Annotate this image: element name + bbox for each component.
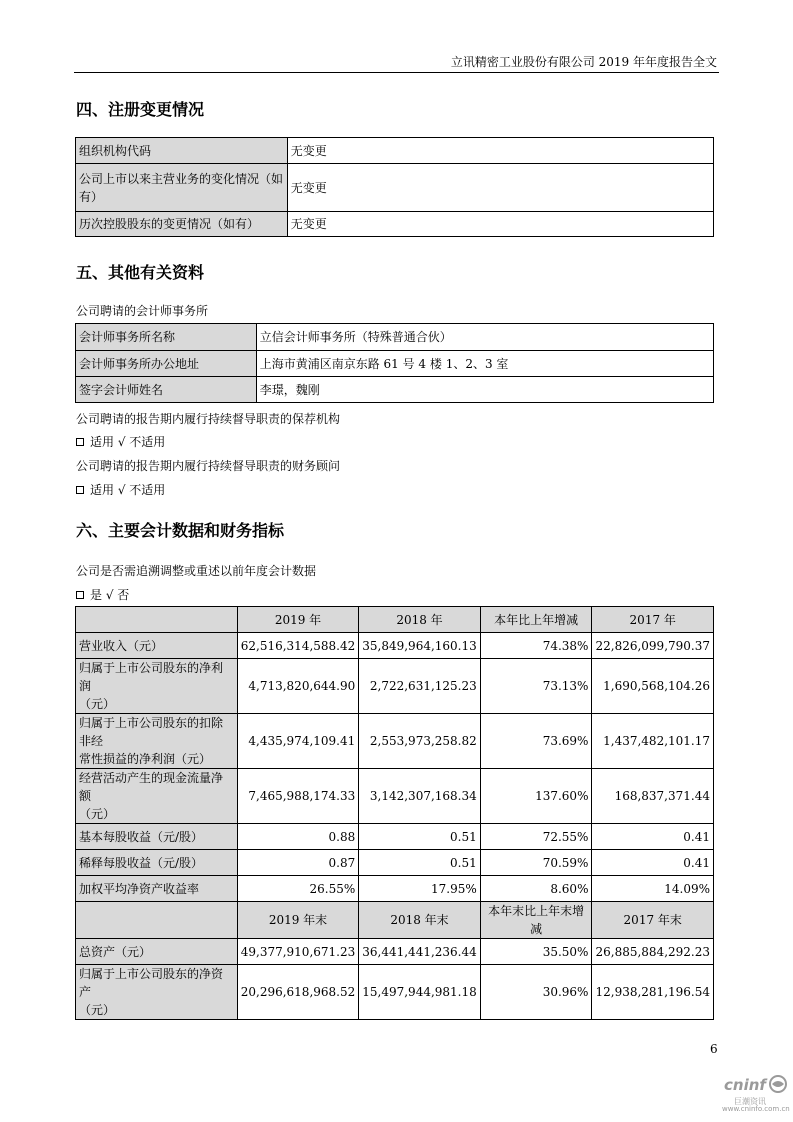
- restatement-answer: [76, 586, 129, 603]
- row-value: 无变更: [287, 212, 713, 237]
- row-label: 基本每股收益（元/股）: [76, 824, 238, 850]
- cell-value: 0.51: [359, 850, 481, 876]
- row-label: [76, 965, 238, 1020]
- report-header-title: 立讯精密工业股份有限公司 2019 年年度报告全文: [450, 55, 717, 69]
- label-line: 归属于上市公司股东的扣除非经: [79, 716, 224, 748]
- cell-value: 22,826,099,790.37: [592, 633, 714, 659]
- cell-value: 0.51: [359, 824, 481, 850]
- cell-value: 70.59%: [480, 850, 592, 876]
- row-label: 总资产（元）: [76, 939, 238, 965]
- table-row: [76, 633, 714, 659]
- table-row: [76, 714, 714, 769]
- cell-value: 17.95%: [359, 876, 481, 902]
- table-row: [76, 351, 714, 377]
- restatement-answer-label: 是 √ 否: [90, 588, 130, 602]
- cell-value: 7,465,988,174.33: [237, 769, 359, 824]
- row-label: [76, 164, 288, 212]
- table-header-row: [76, 607, 714, 633]
- table-row: [76, 850, 714, 876]
- checkbox-icon: [76, 591, 84, 599]
- sponsor-choice-label: 适用 √ 不适用: [90, 435, 166, 449]
- label-line: （元）: [79, 1003, 116, 1017]
- row-label: 稀释每股收益（元/股）: [76, 850, 238, 876]
- cell-value: 4,435,974,109.41: [237, 714, 359, 769]
- row-label: [76, 659, 238, 714]
- row-label: 签字会计师姓名: [76, 377, 257, 403]
- label-line: 归属于上市公司股东的净资产: [79, 967, 224, 999]
- advisor-choice-label: 适用 √ 不适用: [90, 483, 166, 497]
- section5-heading: 五、其他有关资料: [76, 263, 205, 282]
- section6-heading: 六、主要会计数据和财务指标: [76, 521, 285, 540]
- cell-value: 4,713,820,644.90: [237, 659, 359, 714]
- cell-value: 74.38%: [480, 633, 592, 659]
- cell-value: 62,516,314,588.42: [237, 633, 359, 659]
- auditor-table: [75, 323, 714, 403]
- cell-value: 20,296,618,968.52: [237, 965, 359, 1020]
- header-cell: 本年末比上年末增减: [480, 902, 592, 939]
- cell-value: 0.87: [237, 850, 359, 876]
- row-value: 上海市黄浦区南京东路 61 号 4 楼 1、2、3 室: [256, 351, 713, 377]
- cell-value: 49,377,910,671.23: [237, 939, 359, 965]
- table-row: [76, 324, 714, 351]
- cell-value: 168,837,371.44: [592, 769, 714, 824]
- cell-value: 26,885,884,292.23: [592, 939, 714, 965]
- cell-value: 2,722,631,125.23: [359, 659, 481, 714]
- header-divider: [74, 72, 719, 73]
- checkbox-icon: [76, 486, 84, 494]
- cell-value: 35,849,964,160.13: [359, 633, 481, 659]
- header-cell: 2017 年: [592, 607, 714, 633]
- cell-value: 0.41: [592, 824, 714, 850]
- auditor-intro: 公司聘请的会计师事务所: [76, 304, 209, 318]
- sponsor-choice: [76, 433, 165, 450]
- label-line: （元）: [79, 697, 116, 711]
- header-cell: 2019 年末: [237, 902, 359, 939]
- cell-value: 72.55%: [480, 824, 592, 850]
- row-value: 李璟，魏刚: [256, 377, 713, 403]
- label-line: 常性损益的净利润（元）: [79, 752, 212, 766]
- table-header-row: [76, 902, 714, 939]
- table-row: [76, 164, 714, 212]
- label-line: （元）: [79, 807, 116, 821]
- cell-value: 73.69%: [480, 714, 592, 769]
- cninfo-swirl-icon: [768, 1074, 788, 1094]
- label-line: 归属于上市公司股东的净利润: [79, 661, 224, 693]
- table-row: [76, 965, 714, 1020]
- cell-value: 1,690,568,104.26: [592, 659, 714, 714]
- row-label: 会计师事务所办公地址: [76, 351, 257, 377]
- header-cell: 2019 年: [237, 607, 359, 633]
- table-row: [76, 769, 714, 824]
- header-cell: [76, 607, 238, 633]
- logo-chinese: 巨潮资讯: [734, 1097, 766, 1106]
- header-cell: 2018 年末: [359, 902, 481, 939]
- header-cell: 2017 年末: [592, 902, 714, 939]
- logo-url: www.cninfo.com.cn: [722, 1105, 790, 1113]
- cell-value: 0.88: [237, 824, 359, 850]
- cell-value: 35.50%: [480, 939, 592, 965]
- row-value: 立信会计师事务所（特殊普通合伙）: [256, 324, 713, 351]
- cell-value: 15,497,944,981.18: [359, 965, 481, 1020]
- registration-change-table: [75, 137, 714, 237]
- table-row: [76, 939, 714, 965]
- row-label: [76, 769, 238, 824]
- table-row: [76, 377, 714, 403]
- cell-value: 3,142,307,168.34: [359, 769, 481, 824]
- restatement-question: 公司是否需追溯调整或重述以前年度会计数据: [76, 564, 317, 578]
- cell-value: 30.96%: [480, 965, 592, 1020]
- table-row: [76, 876, 714, 902]
- row-label: 会计师事务所名称: [76, 324, 257, 351]
- cell-value: 36,441,441,236.44: [359, 939, 481, 965]
- page-number: 6: [710, 1042, 718, 1056]
- header-cell: [76, 902, 238, 939]
- cell-value: 0.41: [592, 850, 714, 876]
- section4-heading: 四、注册变更情况: [76, 100, 205, 119]
- cell-value: 2,553,973,258.82: [359, 714, 481, 769]
- cell-value: 26.55%: [237, 876, 359, 902]
- label-line: 公司上市以来主营业务的变化情况（如: [79, 171, 284, 186]
- cninfo-logo: [720, 1074, 790, 1114]
- cell-value: 1,437,482,101.17: [592, 714, 714, 769]
- label-line: 经营活动产生的现金流量净额: [79, 771, 224, 803]
- row-label: 加权平均净资产收益率: [76, 876, 238, 902]
- row-label: 组织机构代码: [76, 138, 288, 164]
- row-label: [76, 714, 238, 769]
- cell-value: 14.09%: [592, 876, 714, 902]
- label-line: 有）: [79, 189, 104, 204]
- cell-value: 12,938,281,196.54: [592, 965, 714, 1020]
- header-cell: 本年比上年增减: [480, 607, 592, 633]
- row-label: 历次控股股东的变更情况（如有）: [76, 212, 288, 237]
- table-row: [76, 824, 714, 850]
- table-row: [76, 138, 714, 164]
- sponsor-text: 公司聘请的报告期内履行持续督导职责的保荐机构: [76, 412, 341, 426]
- table-row: [76, 212, 714, 237]
- header-cell: 2018 年: [359, 607, 481, 633]
- cell-value: 137.60%: [480, 769, 592, 824]
- advisor-choice: [76, 481, 165, 498]
- advisor-text: 公司聘请的报告期内履行持续督导职责的财务顾问: [76, 459, 341, 473]
- row-value: 无变更: [287, 138, 713, 164]
- financial-indicators-table: [75, 606, 714, 1020]
- table-row: [76, 659, 714, 714]
- cell-value: 8.60%: [480, 876, 592, 902]
- row-value: 无变更: [287, 164, 713, 212]
- logo-word: cninf: [724, 1076, 766, 1094]
- row-label: 营业收入（元）: [76, 633, 238, 659]
- cell-value: 73.13%: [480, 659, 592, 714]
- checkbox-icon: [76, 438, 84, 446]
